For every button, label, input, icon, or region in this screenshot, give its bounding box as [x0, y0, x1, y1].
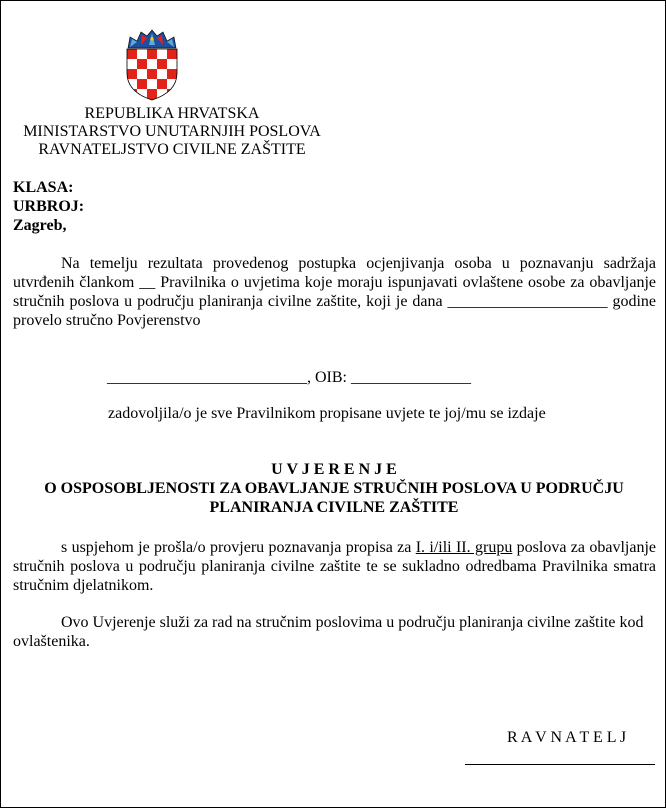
- urbroj-label: URBROJ:: [13, 198, 85, 215]
- header-republic: REPUBLIKA HRVATSKA: [84, 105, 260, 122]
- oib-blank: _______________: [351, 369, 471, 386]
- fulfilled-text: zadovoljila/o je sve Pravilnikom propisane uvjete te joj/mu se izdaje: [108, 405, 546, 422]
- date-blank: ____________________: [447, 293, 608, 310]
- director-title: R A V N A T E L J: [507, 729, 627, 746]
- certificate-subtitle-2: PLANIRANJA CIVILNE ZAŠTITE: [209, 499, 459, 516]
- oib-label: , OIB:: [307, 369, 347, 386]
- header-ministry: MINISTARSTVO UNUTARNJIH POSLOVA: [23, 123, 321, 140]
- certificate-subtitle-1: O OSPOSOBLJENOSTI ZA OBAVLJANJE STRUČNIH POSLOVA U PODRUČJU: [44, 480, 624, 497]
- croatian-coat-of-arms-icon: [124, 28, 180, 102]
- article-blank: __: [139, 274, 156, 291]
- body-paragraph-1: [13, 538, 656, 595]
- certificate-title: U V J E R E N J E: [271, 461, 397, 478]
- header-directorate: RAVNATELJSTVO CIVILNE ZAŠTITE: [38, 141, 306, 158]
- name-blank: _________________________: [107, 369, 307, 386]
- body-paragraph-2: Ovo Uvjerenje služi za rad na stručnim poslovima u području planiranja civilne zaštite kod ovlaštenika.: [13, 614, 644, 650]
- signature-line: [465, 764, 655, 765]
- intro-text-2: Pravilnika o uvjetima koje moraju ispunjavati ovlaštene osobe za obavljanje stručnih poslova u području planiranja civilne zaštite, koji je dana: [13, 274, 657, 310]
- intro-paragraph: [13, 254, 656, 330]
- intro-text-3: godine provelo stručno Povjerenstvo: [13, 293, 657, 329]
- intro-text-1: Na temelju rezultata provedenog postupka ocjenjivanja osoba u poznavanju sadržaja utvrđenih člankom: [13, 255, 656, 291]
- group-text: I. i/ili II. grupu: [415, 539, 513, 556]
- place-label: Zagreb,: [13, 217, 67, 234]
- body1-text-1: s uspjehom je prošla/o provjeru poznavanja propisa za: [61, 539, 412, 556]
- klasa-label: KLASA:: [13, 179, 74, 196]
- person-line: [107, 369, 471, 387]
- body1-text-2: poslova za obavljanje stručnih poslova u području planiranja civilne zaštite te se sukladno odredbama Pravilnika smatra stručnim djelatnikom.: [13, 539, 656, 594]
